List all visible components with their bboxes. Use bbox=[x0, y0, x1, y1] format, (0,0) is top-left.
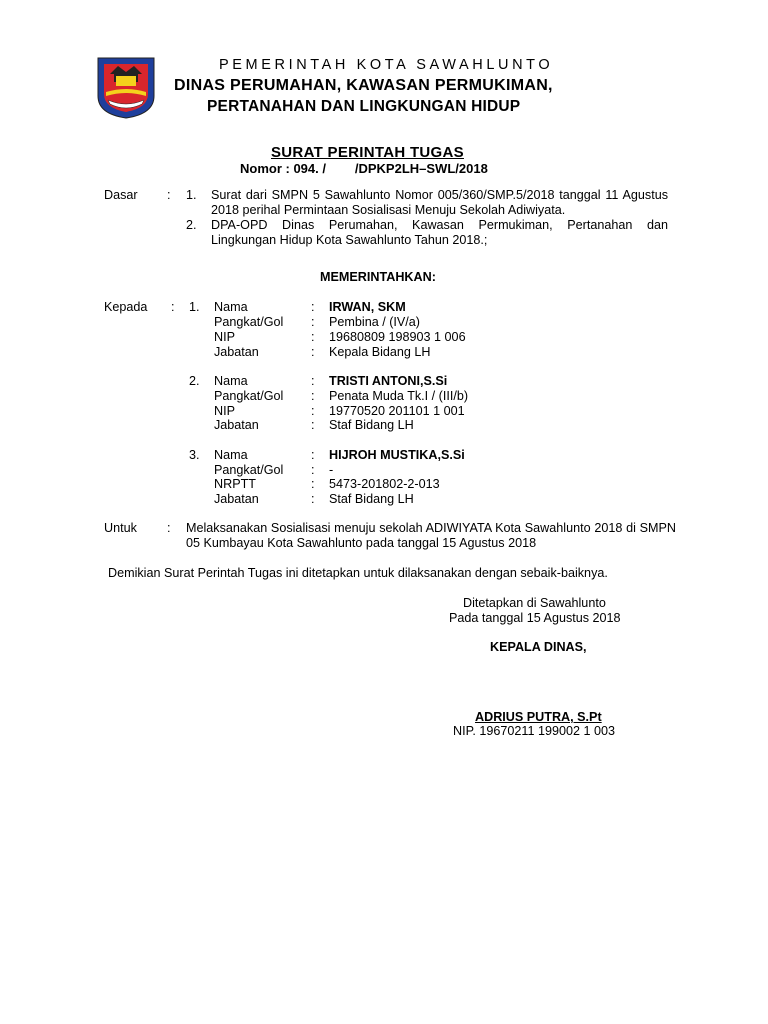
colon: : bbox=[311, 418, 315, 432]
person-2-nip-value: 19770520 201101 1 001 bbox=[329, 404, 465, 418]
person-1-pangkat-label: Pangkat/Gol bbox=[214, 315, 284, 329]
person-2-jabatan-label: Jabatan bbox=[214, 418, 259, 432]
person-3-nrptt-value: 5473-201802-2-013 bbox=[329, 477, 440, 491]
colon: : bbox=[311, 330, 315, 344]
document-title: SURAT PERINTAH TUGAS bbox=[271, 144, 464, 161]
person-3-nama-value: HIJROH MUSTIKA,S.Si bbox=[329, 448, 465, 462]
person-3-pangkat-label: Pangkat/Gol bbox=[214, 463, 284, 477]
dasar-item-1-num: 1. bbox=[186, 188, 197, 202]
person-3-jabatan-value: Staf Bidang LH bbox=[329, 492, 414, 506]
header-agency-line2: PERTANAHAN DAN LINGKUNGAN HIDUP bbox=[207, 98, 521, 115]
header-agency-line1: DINAS PERUMAHAN, KAWASAN PERMUKIMAN, bbox=[174, 77, 553, 94]
dasar-item-2-text: DPA-OPD Dinas Perumahan, Kawasan Permukiman, Pertanahan dan Lingkungan Hidup Kota Sawahlunto Tahun 2018.; bbox=[211, 218, 668, 247]
colon: : bbox=[311, 448, 315, 462]
closing-text: Demikian Surat Perintah Tugas ini ditetapkan untuk dilaksanakan dengan sebaik-baiknya. bbox=[108, 566, 608, 580]
dasar-label: Dasar bbox=[104, 188, 138, 202]
person-1-pangkat-value: Pembina / (IV/a) bbox=[329, 315, 420, 329]
signature-place: Ditetapkan di Sawahlunto bbox=[463, 596, 606, 610]
person-1-nip-label: NIP bbox=[214, 330, 235, 344]
person-2-jabatan-value: Staf Bidang LH bbox=[329, 418, 414, 432]
person-2-pangkat-label: Pangkat/Gol bbox=[214, 389, 284, 403]
untuk-label: Untuk bbox=[104, 521, 137, 535]
person-3-nama-label: Nama bbox=[214, 448, 248, 462]
dasar-item-1-text: Surat dari SMPN 5 Sawahlunto Nomor 005/360/SMP.5/2018 tanggal 11 Agustus 2018 perihal Permintaan Sosialisasi Menuju Sekolah Adiwiyata. bbox=[211, 188, 668, 217]
colon: : bbox=[311, 477, 315, 491]
person-2-nama-value: TRISTI ANTONI,S.Si bbox=[329, 374, 448, 388]
colon: : bbox=[311, 404, 315, 418]
signature-date: Pada tanggal 15 Agustus 2018 bbox=[449, 611, 621, 625]
untuk-colon: : bbox=[167, 521, 171, 535]
signature-position: KEPALA DINAS, bbox=[490, 640, 587, 654]
person-3-num: 3. bbox=[189, 448, 200, 462]
colon: : bbox=[311, 463, 315, 477]
person-1-nip-value: 19680809 198903 1 006 bbox=[329, 330, 466, 344]
dasar-item-2-num: 2. bbox=[186, 218, 197, 232]
header-government: PEMERINTAH KOTA SAWAHLUNTO bbox=[219, 57, 554, 73]
person-2-nip-label: NIP bbox=[214, 404, 235, 418]
person-1-nama-value: IRWAN, SKM bbox=[329, 300, 406, 314]
dasar-colon: : bbox=[167, 188, 171, 202]
person-2-num: 2. bbox=[189, 374, 200, 388]
person-3-nrptt-label: NRPTT bbox=[214, 477, 256, 491]
person-3-jabatan-label: Jabatan bbox=[214, 492, 259, 506]
colon: : bbox=[311, 300, 315, 314]
colon: : bbox=[311, 374, 315, 388]
untuk-text: Melaksanakan Sosialisasi menuju sekolah ADIWIYATA Kota Sawahlunto 2018 di SMPN 05 Kumbayau Kota Sawahlunto pada tanggal 15 Agustus 2018 bbox=[186, 521, 676, 550]
colon: : bbox=[311, 345, 315, 359]
kepada-label: Kepada bbox=[104, 300, 148, 314]
person-2-pangkat-value: Penata Muda Tk.I / (III/b) bbox=[329, 389, 469, 403]
person-1-jabatan-value: Kepala Bidang LH bbox=[329, 345, 431, 359]
city-emblem-icon bbox=[96, 56, 156, 120]
memerintahkan-heading: MEMERINTAHKAN: bbox=[320, 270, 436, 284]
person-3-pangkat-value: - bbox=[329, 463, 334, 477]
person-2-nama-label: Nama bbox=[214, 374, 248, 388]
colon: : bbox=[311, 492, 315, 506]
document-number: Nomor : 094. / /DPKP2LH–SWL/2018 bbox=[240, 161, 488, 176]
colon: : bbox=[311, 315, 315, 329]
signature-nip: NIP. 19670211 199002 1 003 bbox=[453, 724, 616, 738]
colon: : bbox=[311, 389, 315, 403]
signature-name: ADRIUS PUTRA, S.Pt bbox=[475, 710, 602, 724]
kepada-colon: : bbox=[171, 300, 175, 314]
person-1-num: 1. bbox=[189, 300, 200, 314]
person-1-jabatan-label: Jabatan bbox=[214, 345, 259, 359]
person-1-nama-label: Nama bbox=[214, 300, 248, 314]
